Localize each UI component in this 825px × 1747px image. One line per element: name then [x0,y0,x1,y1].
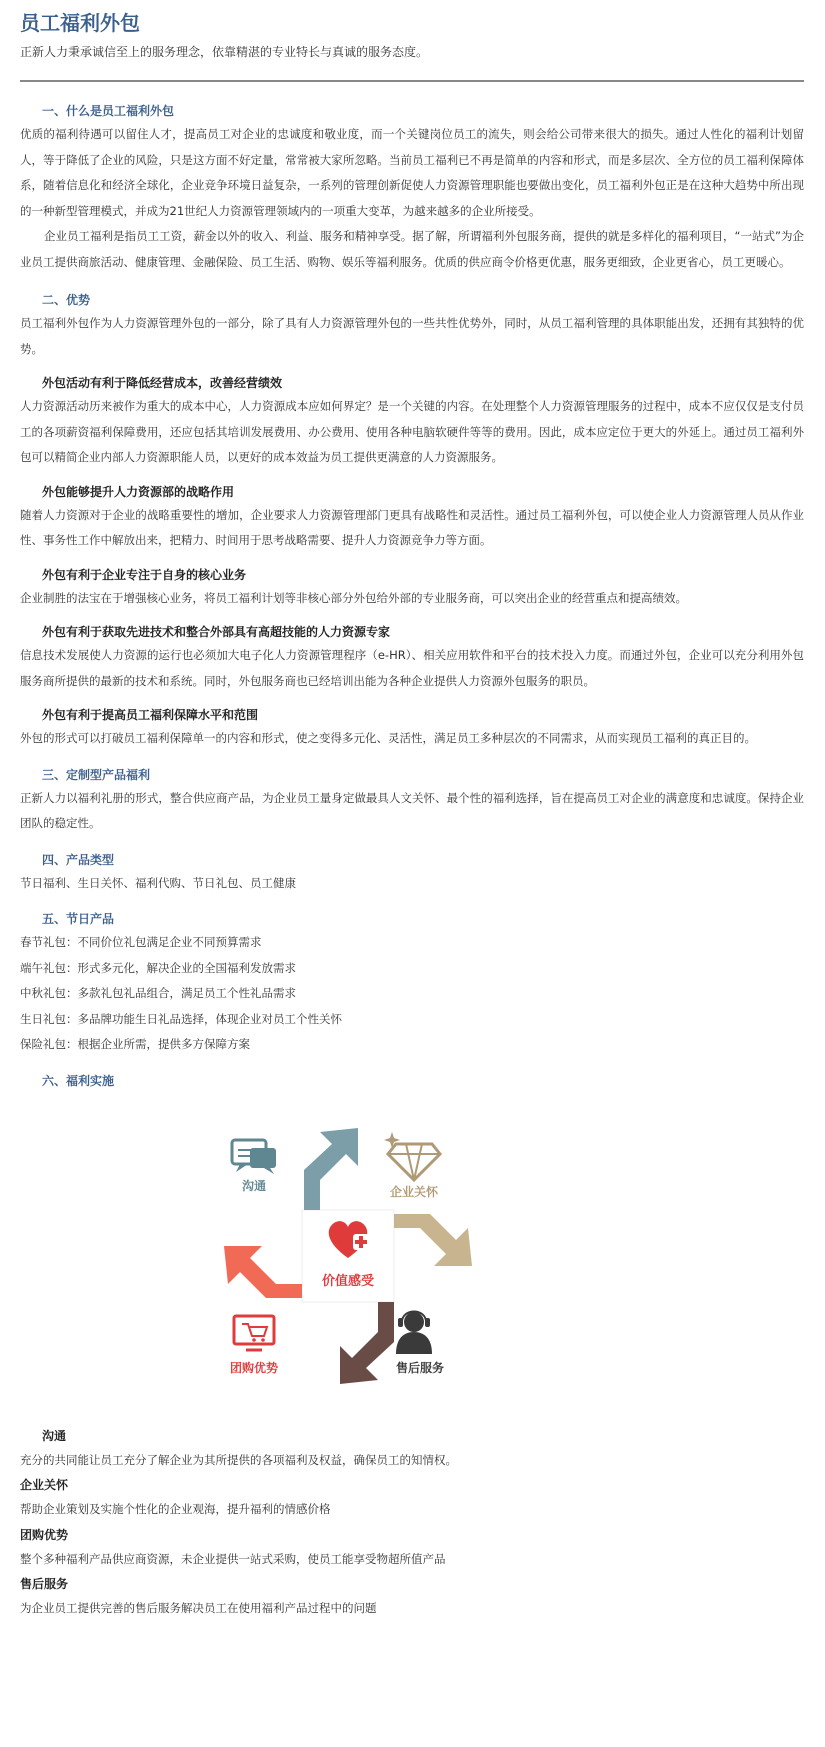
advantage-heading-5: 外包有利于提高员工福利保障水平和范围 [42,708,259,722]
section-heading-2: 二、优势 [42,293,91,307]
advantage-heading-3: 外包有利于企业专注于自身的核心业务 [42,567,247,582]
explain-text: 为企业员工提供完善的售后服务解决员工在使用福利产品过程中的问题 [20,1601,377,1615]
divider [20,80,804,82]
shopping-computer-icon [234,1316,274,1350]
advantage-heading-1: 外包活动有利于降低经营成本，改善经营绩效 [42,376,283,390]
page-title: 员工福利外包 [20,11,140,35]
article [20,8,804,1622]
customer-service-icon [396,1311,432,1354]
diagram-label-tr: 企业关怀 [389,1184,439,1199]
explain-heading: 团购优势 [20,1527,69,1542]
benefit-diagram [20,1110,804,1410]
festival-item: 端午礼包：形式多元化，解决企业的全国福利发放需求 [20,960,296,975]
center-label: 价值感受 [321,1273,375,1289]
advantage-text-2: 随着人力资源对于企业的战略重要性的增加，企业要求人力资源管理部门更具有战略性和灵活性。通过员工福利外包，可以使企业人力资源管理人员从作业性、事务性工作中解放出来，把精力、时间用于思考战略需要、提升人力资源竞争力等方面。 [20,507,804,547]
explain-heading: 企业关怀 [20,1478,69,1492]
section-1-para-1: 优质的福利待遇可以留住人才，提高员工对企业的忠诚度和敬业度，而一个关键岗位员工的流失，则会给公司带来很大的损失。通过人性化的福利计划留人，等于降低了企业的风险，只是这方面不好定量，常常被大家所忽略。当前员工福利已不再是简单的内容和形式，而是多层次、全方位的员工福利保障体系，随着信息化和经济全球化，企业竞争环境日益复杂，一系列的管理创新促使人力资源管理职能也要做出变化，员工福利外包正是在这种大趋势中所出现的一种新型管理模式，并成为21世纪人力资源管理领域内的一项重大变革，为越来越多的企业所接受。 [20,127,804,218]
arrow-right-tan [394,1214,472,1266]
section-heading-6: 六、福利实施 [42,1073,115,1088]
diagram-label-bl: 团购优势 [229,1360,279,1375]
section-heading-1: 一、什么是员工福利外包 [42,104,175,118]
advantage-heading-4: 外包有利于获取先进技术和整合外部具有高超技能的人力资源专家 [42,625,391,639]
explain-heading: 售后服务 [20,1577,69,1591]
diamond-icon [384,1132,440,1180]
festival-item: 春节礼包：不同价位礼包满足企业不同预算需求 [20,935,262,949]
section-heading-4: 四、产品类型 [42,852,115,867]
advantage-text-5: 外包的形式可以打破员工福利保障单一的内容和形式，使之变得多元化、灵活性，满足员工多种层次的不同需求，从而实现员工福利的真正目的。 [20,731,756,745]
section-1-para-2: 企业员工福利是指员工工资，薪金以外的收入、利益、服务和精神享受。据了解，所谓福利外包服务商，提供的就是多样化的福利项目，“一站式”为企业员工提供商旅活动、健康管理、金融保险、员工生活、购物、娱乐等福利服务。优质的供应商令价格更优惠，服务更细致，企业更省心，员工更暖心。 [20,229,804,269]
bottom-explanations [20,1424,804,1622]
benefit-diagram-graphic [20,1110,804,1410]
chat-icon [232,1140,276,1174]
festival-item: 保险礼包：根据企业所需，提供多方保障方案 [20,1037,250,1051]
explain-text: 整个多种福利产品供应商资源，未企业提供一站式采购，使员工能享受物超所值产品 [20,1551,446,1566]
arrow-down-brown [340,1302,394,1384]
advantage-text-3: 企业制胜的法宝在于增强核心业务，将员工福利计划等非核心部分外包给外部的专业服务商，可以突出企业的经营重点和提高绩效。 [20,590,687,605]
section-heading-5: 五、节日产品 [42,912,115,926]
section-2-para-1: 员工福利外包作为人力资源管理外包的一部分，除了具有人力资源管理外包的一些共性优势外，同时，从员工福利管理的具体职能出发，还拥有其独特的优势。 [20,316,804,356]
advantage-heading-2: 外包能够提升人力资源部的战略作用 [42,484,235,499]
arrow-up-teal [304,1128,358,1210]
festival-item: 中秋礼包：多款礼包礼品组合，满足员工个性礼品需求 [20,986,296,1000]
diagram-label-tl: 沟通 [241,1178,267,1193]
diagram-label-br: 售后服务 [395,1360,445,1375]
explain-heading: 沟通 [42,1428,67,1443]
explain-text: 充分的共同能让员工充分了解企业为其所提供的各项福利及权益，确保员工的知情权。 [20,1452,457,1467]
advantage-text-1: 人力资源活动历来被作为重大的成本中心，人力资源成本应如何界定？是一个关键的内容。在处理整个人力资源管理服务的过程中，成本不应仅仅是支付员工的各项薪资福利保障费用，还应包括其培训发展费用、办公费用、使用各种电脑软硬件等等的费用。因此，成本应定位于更大的外延上。通过员工福利外包可以精简企业内部人力资源职能人员，以更好的成本效益为员工提供更满意的人力资源服务。 [20,399,804,464]
subtitle: 正新人力秉承诚信至上的服务理念，依靠精湛的专业特长与真诚的服务态度。 [20,45,429,59]
section-4-para: 节日福利、生日关怀、福利代购、节日礼包、员工健康 [20,875,296,890]
advantage-text-4: 信息技术发展使人力资源的运行也必须加大电子化人力资源管理程序（e-HR）、相关应用软件和平台的技术投入力度。而通过外包，企业可以充分利用外包服务商所提供的最新的技术和系统。同时，外包服务商也已经培训出能为各种企业提供人力资源外包服务的职员。 [20,648,804,688]
section-3-para: 正新人力以福利礼册的形式，整合供应商产品，为企业员工量身定做最具人文关怀、最个性的福利选择，旨在提高员工对企业的满意度和忠诚度。保持企业团队的稳定性。 [20,790,804,830]
explain-text: 帮助企业策划及实施个性化的企业观海，提升福利的情感价格 [20,1502,331,1516]
section-heading-3: 三、定制型产品福利 [42,767,151,782]
festival-item: 生日礼包：多品牌功能生日礼品选择，体现企业对员工个性关怀 [20,1011,342,1026]
arrow-left-coral [224,1246,302,1298]
